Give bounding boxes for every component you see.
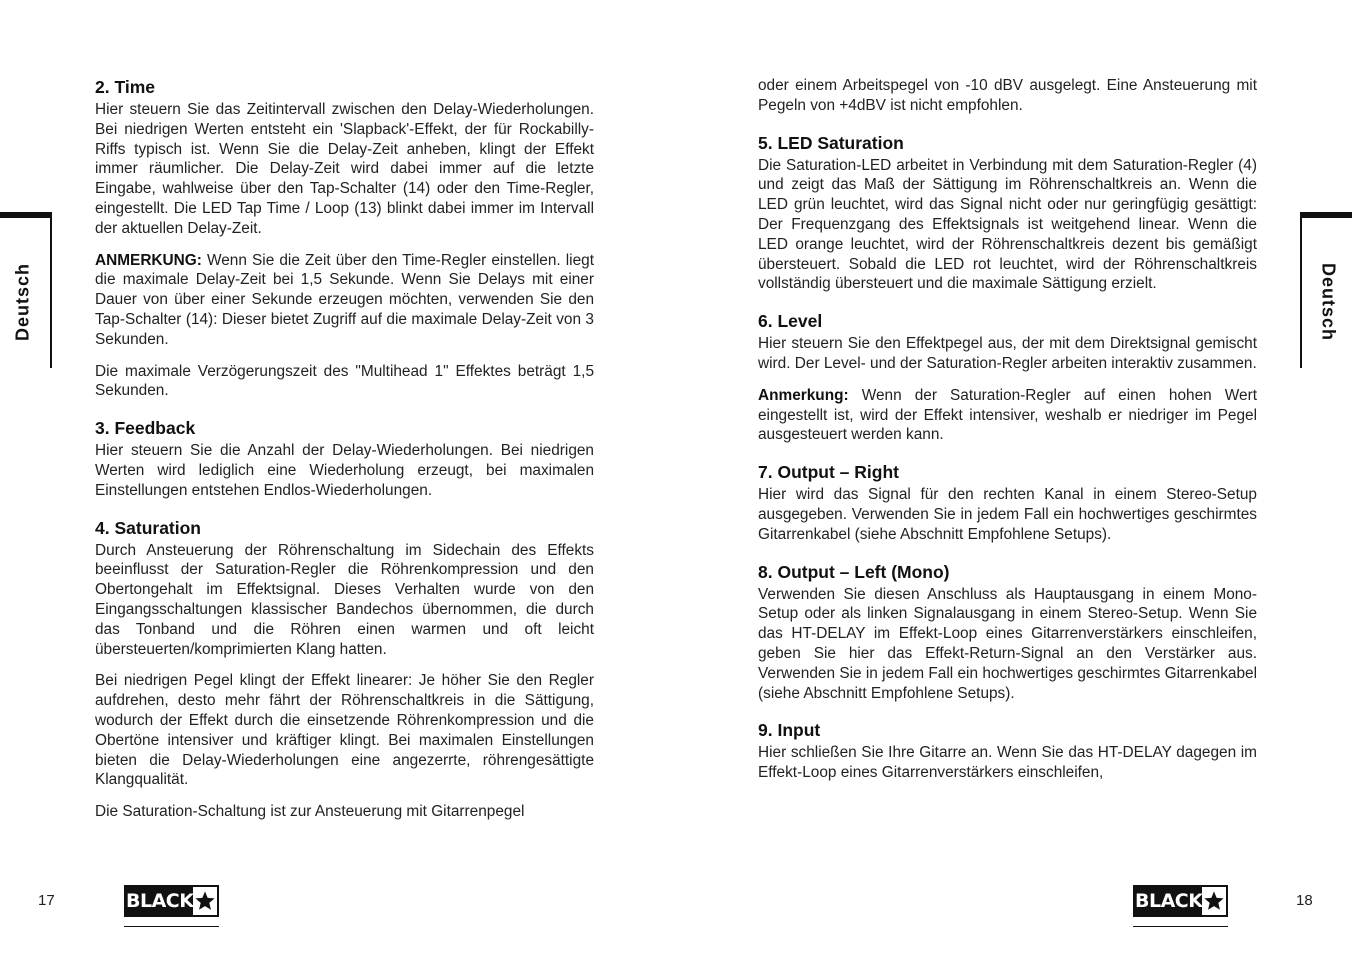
body-paragraph <box>758 76 1257 116</box>
paragraph-text: Hier wird das Signal für den rechten Kanal in einem Stereo-Setup ausgegeben. Verwenden Sie in jedem Fall ein hochwertiges geschirmtes Gitarrenkabel (siehe Abschnitt Empfohlene Setups). <box>758 486 1257 543</box>
paragraph-text: Die maximale Verzögerungszeit des "Multihead 1" Effektes beträgt 1,5 Sekunden. <box>95 362 594 400</box>
section-heading: 9. Input <box>758 720 821 741</box>
paragraph-text: Durch Ansteuerung der Röhrenschaltung im Sidechain des Effekts beeinflusst der Saturation-Regler die Röhrenkompression und den Obertongehalt im Effektsignal. Dieses Verhalten wurde von den Eingangsschaltungen klassischer Bandechos übernommen, die durch das Tonband und die Röhren einen warmen und oft leicht übersteuerten/komprimierten Klang hatten. <box>95 541 594 658</box>
side-tab-left <box>0 212 52 368</box>
section-heading: 8. Output – Left (Mono) <box>758 561 950 582</box>
side-tab-label: Deutsch <box>1318 262 1339 342</box>
logo-box <box>1133 885 1228 917</box>
paragraph-text: Wenn der Saturation-Regler auf einen hohen Wert eingestellt ist, wird der Effekt intensiver, weshalb er niedriger im Pegel ausgesteuert werden kann. <box>758 386 1257 444</box>
star-icon <box>193 887 217 915</box>
paragraph-text: Die Saturation-Schaltung ist zur Ansteuerung mit Gitarrenpegel <box>95 803 525 821</box>
left-page-column <box>95 76 594 834</box>
paragraph-text: Hier schließen Sie Ihre Gitarre an. Wenn Sie das HT-DELAY dagegen im Effekt-Loop eines Gitarrenverstärkers einschleifen, <box>758 744 1257 782</box>
body-paragraph <box>758 585 1257 704</box>
body-paragraph <box>95 802 594 822</box>
body-paragraph <box>758 743 1257 783</box>
section-heading: 2. Time <box>95 77 155 97</box>
paragraph-text: oder einem Arbeitspegel von -10 dBV ausgelegt. Eine Ansteuerung mit Pegeln von +4dBV ist nicht empfohlen. <box>758 77 1257 114</box>
page-number-left: 17 <box>38 892 55 909</box>
section-heading: 3. Feedback <box>95 418 196 439</box>
brand-logo-left <box>124 885 219 927</box>
paragraph-text: Hier steuern Sie den Effektpegel aus, der mit dem Direktsignal gemischt wird. Der Level- und der Saturation-Regler arbeiten interaktiv zusammen. <box>758 335 1257 372</box>
logo-text: BLACK <box>1135 887 1202 915</box>
paragraph-text: Hier steuern Sie die Anzahl der Delay-Wiederholungen. Bei niedrigen Werten wird lediglich eine Wiederholung erzeugt, bei maximalen Einstellungen entstehen Endlos-Wiederholungen. <box>95 442 594 499</box>
paragraph-text: Bei niedrigen Pegel klingt der Effekt linearer: Je höher Sie den Regler aufdrehen, desto mehr fährt der Röhrenschaltkreis in die Sättigung, wodurch der Effekt durch die einsetzende Röhrenkompression und die Obertöne intensiver und kräftiger klingt. Bei maximalen Einstellungen bieten die Delay-Wiederholungen eine angezerrte, röhrengesättigte Klangqualität. <box>95 672 594 789</box>
body-paragraph <box>758 334 1257 374</box>
side-tab-right <box>1300 212 1352 368</box>
section-heading: 7. Output – Right <box>758 462 899 483</box>
body-paragraph <box>758 485 1257 544</box>
star-icon <box>1202 887 1226 915</box>
side-tab-label: Deutsch <box>12 262 33 342</box>
section-heading: 4. Saturation <box>95 517 201 538</box>
paragraph-text: Verwenden Sie diesen Anschluss als Hauptausgang in einem Mono-Setup oder als linken Signalausgang in einem Stereo-Setup. Wenn Sie das HT-DELAY im Effekt-Loop eines Gitarrenverstärkers einschleifen, geben Sie hier das Effekt-Return-Signal an den Verstärker aus. Verwenden Sie in jedem Fall ein hochwertiges geschirmtes Gitarrenkabel (siehe Abschnitt Empfohlene Setups). <box>758 585 1257 702</box>
paragraph-text: Die Saturation-LED arbeitet in Verbindung mit dem Saturation-Regler (4) und zeigt das Maß der Sättigung im Röhrenschaltkreis an. Wenn die LED grün leuchtet, wird das Signal nicht oder nur geringfügig gesättigt: Der Frequenzgang des Effektsignals ist weitgehend linear. Wenn die LED orange leuchtet, wird der Röhrenschaltkreis dezent bis gemäßigt übersteuert. Sobald die LED rot leuchtet, wird der Röhrenschaltkreis vollständig übersteuert und die maximale Sättigung erzielt. <box>758 156 1257 293</box>
body-paragraph <box>95 362 594 402</box>
body-paragraph <box>758 386 1257 445</box>
logo-text: BLACK <box>126 887 193 915</box>
paragraph-text: Hier steuern Sie das Zeitintervall zwischen den Delay-Wiederholungen. Bei niedrigen Werten entsteht ein 'Slapback'-Effekt, der für Rockabilly-Riffs typisch ist. Wenn Sie die Delay-Zeit anheben, klingt der Effekt immer räumlicher. Die Delay-Zeit wird dabei immer auf die letzte Eingabe, wahlweise über den Tap-Schalter (14) oder den Time-Regler, eingestellt. Die LED Tap Time / Loop (13) blinkt dabei immer im Intervall der aktuellen Delay-Zeit. <box>95 101 594 237</box>
body-paragraph <box>758 156 1257 295</box>
paragraph-text: Wenn Sie die Zeit über den Time-Regler einstellen. liegt die maximale Delay-Zeit bei 1,5 Sekunde. Wenn Sie Delays mit einer Dauer von über einer Sekunde erzeugen möchten, verwenden Sie den Tap-Schalter (14): Dieser bietet Zugriff auf die maximale Delay-Zeit von 3 Sekunden. <box>95 251 594 348</box>
body-paragraph <box>95 671 594 790</box>
body-paragraph <box>95 541 594 660</box>
body-paragraph <box>95 100 594 239</box>
logo-box <box>124 885 219 917</box>
brand-logo-right <box>1133 885 1228 927</box>
right-page-column <box>758 76 1257 795</box>
page-number-right: 18 <box>1296 892 1313 909</box>
note-label: Anmerkung: <box>758 386 849 404</box>
section-heading: 6. Level <box>758 311 823 332</box>
body-paragraph <box>95 251 594 350</box>
section-heading: 5. LED Saturation <box>758 132 904 153</box>
note-label: ANMERKUNG: <box>95 251 202 269</box>
body-paragraph <box>95 441 594 500</box>
